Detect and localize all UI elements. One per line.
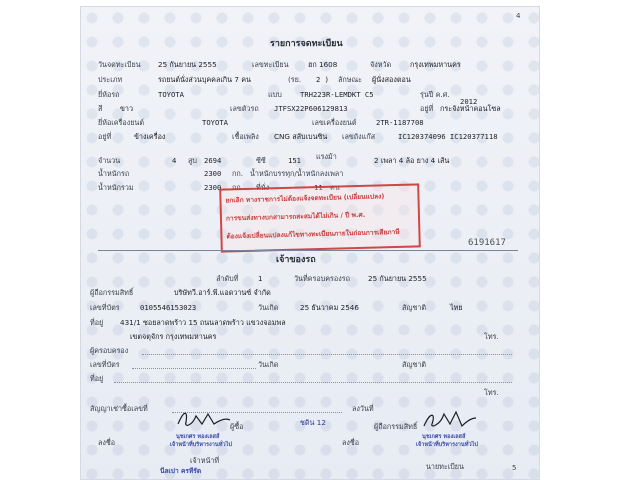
year-value: 2012: [460, 97, 478, 106]
cylinder-label: สูบ: [188, 156, 197, 165]
reg-date-label: วันจดทะเบียน: [98, 60, 141, 69]
gross-value: 2300: [204, 183, 222, 192]
occupant-born-label: วันเกิด: [258, 360, 279, 369]
engine-location-label: อยู่ที่: [98, 132, 112, 141]
holder-nation-value: ไทย: [450, 303, 463, 312]
brand-label: ยี่ห้อรถ: [98, 90, 120, 99]
officer-stamp-name: นุชเกศร ทองเลสส์: [176, 434, 220, 440]
qty-label: จำนวน: [98, 156, 121, 165]
hp-value: 151: [288, 156, 301, 165]
brand-value: TOYOTA: [158, 90, 184, 99]
owner-section-title: เจ้าของรถ: [276, 255, 316, 265]
axle-value: 2 เพลา 4 ล้อ ยาง 4 เส้น: [374, 156, 450, 165]
sign-label-left: ลงชื่อ: [98, 438, 116, 447]
engine-no-value: 2TR-1187708: [376, 118, 424, 127]
gross-label: น้ำหนักรวม: [98, 183, 134, 192]
contract-date-label: ลงวันที่: [352, 404, 374, 413]
engine-brand-value: TOYOTA: [202, 118, 228, 127]
type-value: รถยนต์นั่งส่วนบุคคลเกิน 7 คน: [158, 75, 251, 84]
province-value: กรุงเทพมหานคร: [410, 60, 461, 69]
chassis-location-label: อยู่ที่: [420, 104, 434, 113]
seat-label: ที่นั่ง: [256, 183, 270, 192]
occupant-id-dotted: [132, 368, 256, 369]
type-label: ประเภท: [98, 75, 123, 84]
occupant-address-dotted: [114, 382, 512, 383]
model-value: TRH223R-LEMDKT C5: [300, 90, 374, 99]
holder-id-value: 0105546153023: [140, 303, 197, 312]
load-label: น้ำหนักบรรทุก/น้ำหนักลงเพลา: [250, 169, 344, 178]
possess-date-label: วันที่ครอบครองรถ: [294, 274, 350, 283]
year-label: รุ่นปี ค.ศ.: [420, 90, 450, 99]
type-code-value: 2 ): [316, 75, 329, 84]
tank-value: IC120374096 IC120377118: [398, 132, 498, 141]
color-value: ขาว: [120, 104, 133, 113]
fuel-value: CNG สลับเบนซิน: [274, 132, 328, 141]
holder-address-value-2: เขตจตุจักร กรุงเทพมหานคร: [130, 332, 217, 341]
holder-value: บริษัทวี.อาร์.พี.แอดวานซ์ จำกัด: [174, 288, 271, 297]
chassis-value: JTFSX22P606129813: [274, 104, 348, 113]
engine-location-value: ข้างเครื่อง: [134, 132, 166, 141]
buyer-label: ผู้ซื้อ: [230, 422, 244, 431]
owner-seq-label: ลำดับที่: [216, 274, 239, 283]
weight-label: น้ำหนักรถ: [98, 169, 130, 178]
reg-date-value: 25 กันยายน 2555: [158, 60, 217, 69]
type-code-label: (รย.: [288, 75, 302, 84]
plate-label: เลขทะเบียน: [252, 60, 289, 69]
cylinder-value: 2694: [204, 156, 222, 165]
stamp-line-3: ต้องแจ้งเปลี่ยนแปลงแก้ไขทางทะเบียนภายในก่อนการเสียภาษี: [226, 227, 400, 241]
holder-address-label: ที่อยู่: [90, 318, 104, 327]
sign-label-right: ลงชื่อ: [342, 438, 360, 447]
hp-label: แรงม้า: [316, 152, 337, 161]
occupant-tel-label: โทร.: [484, 388, 499, 397]
province-label: จังหวัด: [370, 60, 392, 69]
plate-value: ฮก 1608: [308, 60, 338, 69]
stamp-line-2: การขนส่งทางบกสามารถสะสมได้ไม่เกิน / ปี พ.ศ.: [225, 210, 366, 223]
document-title: รายการจดทะเบียน: [270, 39, 343, 49]
occupant-id-label: เลขที่บัตร: [90, 360, 120, 369]
occupant-address-label: ที่อยู่: [90, 374, 104, 383]
holder-label: ผู้ถือกรรมสิทธิ์: [90, 288, 134, 297]
registrar-stamp-title: เจ้าหน้าที่บริหารงานทั่วไป: [416, 442, 478, 448]
seat-value: 11: [314, 183, 323, 192]
engine-brand-label: ยี่ห้อเครื่องยนต์: [98, 118, 145, 127]
color-label: สี: [98, 104, 103, 113]
officer-label: เจ้าหน้าที่: [190, 456, 220, 465]
holder-born-label: วันเกิด: [258, 303, 279, 312]
chassis-label: เลขตัวรถ: [230, 104, 259, 113]
model-label: แบบ: [268, 90, 282, 99]
registrar-stamp-name: นุชเกศร ทองเลสส์: [422, 434, 466, 440]
cancellation-stamp: [219, 183, 421, 252]
engine-no-label: เลขเครื่องยนต์: [312, 118, 357, 127]
officer-stamp-title: เจ้าหน้าที่บริหารงานทั่วไป: [170, 442, 232, 448]
fuel-label: เชื้อเพลิง: [232, 132, 259, 141]
holder-id-label: เลขที่บัตร: [90, 303, 120, 312]
registrar-label: นายทะเบียน: [426, 462, 464, 471]
section-divider: [98, 250, 518, 251]
cc-label: ซีซี: [256, 156, 266, 165]
bottom-stamp: นีลเปา ครทีรัด: [160, 467, 202, 475]
weight-value: 2300: [204, 169, 222, 178]
chassis-location-value: กระจังหน้าคอนโซล: [440, 104, 501, 113]
owner-seq-value: 1: [258, 274, 263, 283]
holder-address-value: 431/1 ซอยลาดพร้าว 15 ถนนลาดพร้าว แขวงจอมพล: [120, 318, 286, 327]
stamp-line-1: ยกเลิก ทางราชการไม่ต้องแจ้งจดทะเบียน (เปลี่ยนแปลง): [225, 192, 385, 205]
buyer-signature: [174, 408, 234, 430]
holder-tel-label: โทร.: [484, 332, 499, 341]
holder-sign-label: ผู้ถือกรรมสิทธิ์: [374, 422, 418, 431]
page-footer-number: 5: [512, 464, 517, 472]
seat-unit: คน: [330, 183, 340, 192]
holder-signature: [420, 408, 480, 430]
nature-label: ลักษณะ: [338, 75, 363, 84]
occupant-nation-label: สัญชาติ: [402, 360, 427, 369]
qty-value: 4: [172, 156, 177, 165]
contract-date-value: ชดิน 12: [300, 418, 326, 427]
tank-label: เลขถังแก๊ส: [342, 132, 376, 141]
weight-unit: กก.: [232, 169, 243, 178]
nature-value: ผู้นั่งสองตอน: [372, 75, 411, 84]
gross-unit: กก.: [232, 183, 243, 192]
holder-nation-label: สัญชาติ: [402, 303, 427, 312]
registration-document: [80, 6, 540, 480]
serial-number: 6191617: [468, 238, 506, 248]
page-number: 4: [516, 12, 521, 20]
occupant-dotted-line: [142, 354, 512, 355]
holder-born-value: 25 ธันวาคม 2546: [300, 303, 359, 312]
occupant-label: ผู้ครอบครอง: [90, 346, 129, 355]
possess-date-value: 25 กันยายน 2555: [368, 274, 427, 283]
contract-label: สัญญาเช่าซื้อเลขที่: [90, 404, 148, 413]
